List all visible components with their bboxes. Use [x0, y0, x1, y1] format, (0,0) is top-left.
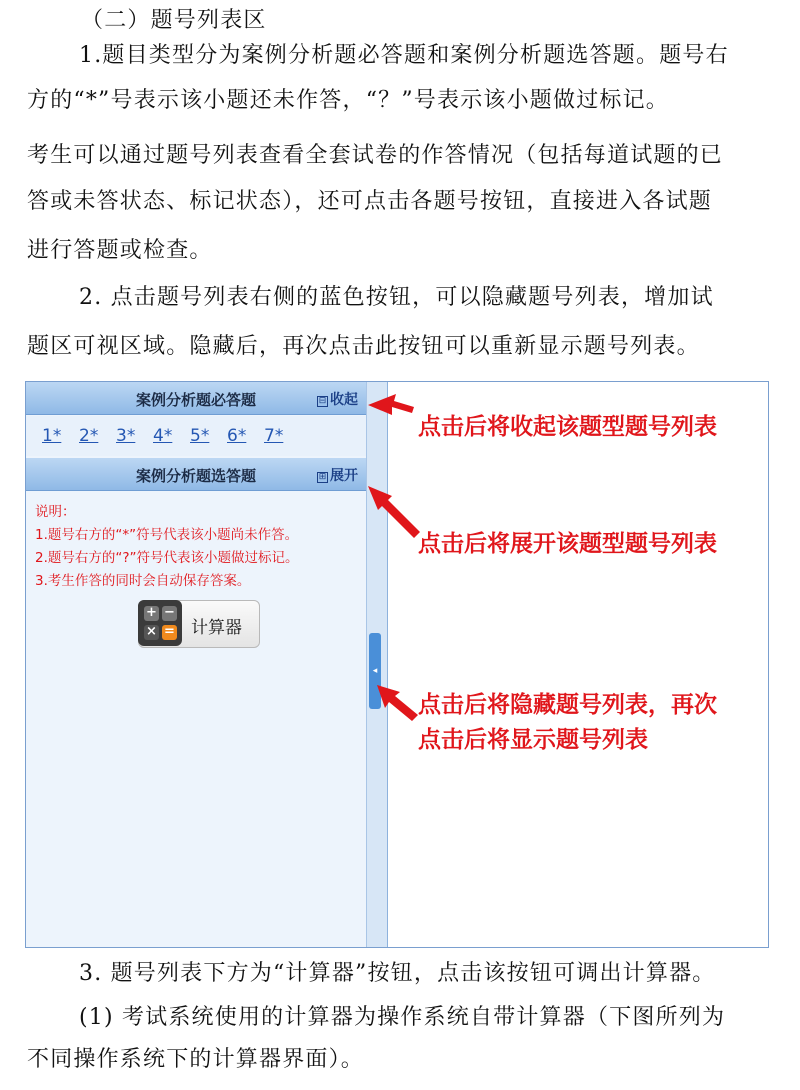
arrow-collapse	[368, 394, 414, 415]
question-button-5[interactable]: 5*	[190, 426, 210, 446]
section-title-optional: 案例分析题选答题	[135, 467, 256, 485]
question-button-2[interactable]: 2*	[79, 426, 99, 446]
expand-label: 展开	[330, 468, 358, 484]
note-line-2: 2.题号右方的“?”符号代表该小题做过标记。	[35, 550, 299, 566]
question-button-4[interactable]: 4*	[153, 426, 173, 446]
annotation-hide-line-2: 点击后将显示题号列表	[418, 727, 648, 753]
arrow-expand	[368, 486, 420, 538]
paragraph-4-line-1: (1) 考试系统使用的计算器为操作系统自带计算器（下图所列为	[79, 1005, 726, 1030]
paragraph-1-line-1: 1.题目类型分为案例分析题必答题和案例分析题选答题。题号右	[79, 43, 729, 68]
expand-icon: ⊞	[318, 472, 327, 482]
collapse-icon: ⊟	[318, 396, 327, 406]
question-button-6[interactable]: 6*	[227, 426, 247, 446]
calculator-icon: + − × =	[138, 600, 182, 646]
section-title-required: 案例分析题必答题	[135, 391, 256, 409]
collapse-label: 收起	[330, 392, 358, 408]
section-heading: （二）题号列表区	[81, 8, 267, 33]
paragraph-1-line-4: 答或未答状态、标记状态），还可点击各题号按钮，直接进入各试题	[27, 189, 713, 214]
paragraph-2-line-1: 2. 点击题号列表右侧的蓝色按钮，可以隐藏题号列表，增加试	[79, 285, 714, 310]
paragraph-4-line-2: 不同操作系统下的计算器界面）。	[27, 1047, 365, 1072]
paragraph-2-line-2: 题区可视区域。隐藏后，再次点击此按钮可以重新显示题号列表。	[27, 334, 700, 359]
question-button-7[interactable]: 7*	[264, 426, 284, 446]
notes-heading: 说明：	[35, 504, 76, 520]
annotation-expand: 点击后将展开该题型题号列表	[418, 531, 717, 557]
calculator-label: 计算器	[191, 618, 242, 638]
question-button-3[interactable]: 3*	[116, 426, 136, 446]
paragraph-1-line-2: 方的“*”号表示该小题还未作答，“？”号表示该小题做过标记。	[27, 88, 669, 113]
paragraph-1-line-5: 进行答题或检查。	[27, 238, 213, 263]
question-button-1[interactable]: 1*	[42, 426, 62, 446]
paragraph-1-line-3: 考生可以通过题号列表查看全套试卷的作答情况（包括每道试题的已	[27, 143, 724, 168]
note-line-3: 3.考生作答的同时会自动保存答案。	[35, 573, 251, 589]
arrow-hide	[377, 685, 418, 721]
note-line-1: 1.题号右方的“*”符号代表该小题尚未作答。	[35, 527, 299, 543]
annotation-collapse: 点击后将收起该题型题号列表	[418, 414, 717, 440]
exam-ui-screenshot	[25, 381, 769, 948]
annotation-hide-line-1: 点击后将隐藏题号列表，再次	[418, 692, 717, 718]
paragraph-3: 3. 题号列表下方为“计算器”按钮，点击该按钮可调出计算器。	[79, 961, 716, 986]
hide-list-handle[interactable]: ◂	[369, 633, 381, 709]
annotation-arrows	[26, 382, 768, 947]
